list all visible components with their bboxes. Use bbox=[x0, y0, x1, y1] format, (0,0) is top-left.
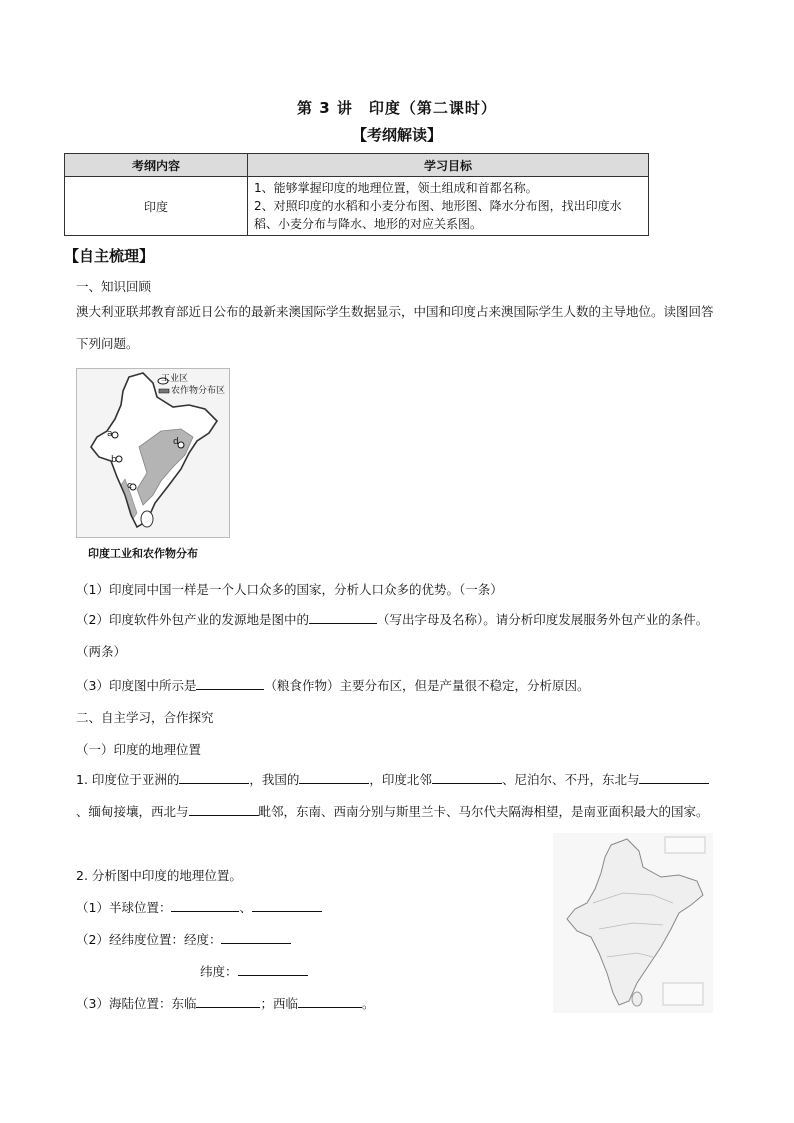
hemisphere-line bbox=[76, 898, 322, 916]
latitude-line bbox=[200, 962, 308, 980]
answer-blank[interactable] bbox=[309, 610, 377, 624]
text: ，印度北邻 bbox=[369, 772, 432, 787]
question-2-text: （2）印度软件外包产业的发源地是图中的 bbox=[76, 612, 309, 627]
india-detailed-map-icon bbox=[553, 833, 713, 1013]
text: （3）海陆位置：东临 bbox=[76, 996, 197, 1011]
text: （1）半球位置： bbox=[76, 900, 172, 915]
text: 纬度： bbox=[200, 964, 238, 979]
question-2-text-cont: （写出字母及名称）。请分析印度发展服务外包产业的条件。（两条） bbox=[76, 612, 709, 659]
question-3 bbox=[76, 676, 589, 694]
sea-land-line bbox=[76, 994, 375, 1012]
text: ，我国的 bbox=[249, 772, 300, 787]
page-title: 第 3 讲 印度（第二课时） bbox=[297, 99, 497, 117]
text: 毗邻，东南、西南分别与斯里兰卡、马尔代夫隔海相望，是南亚面积最大的国家。 bbox=[258, 804, 709, 819]
legend-crop: 农作物分布区 bbox=[171, 386, 226, 396]
text: 、缅甸接壤，西北与 bbox=[76, 804, 189, 819]
table-row bbox=[65, 177, 649, 236]
map-label-d: d bbox=[173, 437, 179, 447]
map-label-b: b bbox=[111, 455, 117, 465]
map-label-c: c bbox=[127, 481, 132, 491]
subsection-heading: （一）印度的地理位置 bbox=[76, 742, 202, 757]
india-location-map bbox=[553, 833, 713, 1013]
india-industry-crop-map bbox=[76, 368, 230, 538]
answer-blank[interactable] bbox=[252, 898, 322, 912]
question-3-text: （3）印度图中所示是 bbox=[76, 678, 197, 693]
table-cell-goals bbox=[248, 177, 649, 236]
section-subtitle: 【考纲解读】 bbox=[351, 126, 442, 144]
outline-table bbox=[64, 153, 649, 236]
section-heading: 【自主梳理】 bbox=[64, 247, 155, 265]
part-heading: 二、自主学习，合作探究 bbox=[76, 710, 214, 725]
map-label-a: a bbox=[107, 429, 113, 439]
answer-blank[interactable] bbox=[196, 676, 264, 690]
question-1: （1）印度同中国一样是一个人口众多的国家，分析人口众多的优势。（一条） bbox=[76, 582, 503, 597]
text: 、尼泊尔、不丹，东北与 bbox=[501, 772, 640, 787]
table-header: 学习目标 bbox=[248, 154, 649, 177]
location-paragraph bbox=[76, 764, 716, 828]
answer-blank[interactable] bbox=[298, 994, 362, 1008]
text: 。 bbox=[361, 996, 375, 1011]
answer-blank[interactable] bbox=[432, 770, 502, 784]
table-cell-topic: 印度 bbox=[65, 177, 248, 236]
map-caption: 印度工业和农作物分布 bbox=[88, 547, 198, 560]
goal-item: 1、能够掌握印度的地理位置，领土组成和首都名称。 bbox=[254, 181, 538, 195]
answer-blank[interactable] bbox=[196, 994, 260, 1008]
question-3-text-cont: （粮食作物）主要分布区，但是产量很不稳定，分析原因。 bbox=[264, 678, 590, 693]
table-header: 考纲内容 bbox=[65, 154, 248, 177]
question-2 bbox=[76, 604, 716, 668]
table-header-row bbox=[65, 154, 649, 177]
answer-blank[interactable] bbox=[238, 962, 308, 976]
intro-paragraph: 澳大利亚联邦教育部近日公布的最新来澳国际学生数据显示，中国和印度占来澳国际学生人数的主导地位。读图回答下列问题。 bbox=[76, 304, 714, 351]
answer-blank[interactable] bbox=[189, 802, 259, 816]
answer-blank[interactable] bbox=[171, 898, 239, 912]
answer-blank[interactable] bbox=[221, 930, 291, 944]
text: 、 bbox=[239, 900, 252, 915]
part-heading: 一、知识回顾 bbox=[76, 279, 152, 294]
text: ；西临 bbox=[260, 996, 298, 1011]
text: 1. 印度位于亚洲的 bbox=[76, 772, 180, 787]
longitude-line bbox=[76, 930, 291, 948]
question-2-heading: 2. 分析图中印度的地理位置。 bbox=[76, 868, 242, 883]
answer-blank[interactable] bbox=[179, 770, 249, 784]
text: （2）经纬度位置：经度： bbox=[76, 932, 222, 947]
legend-industry: 工业区 bbox=[161, 374, 189, 384]
goal-item: 2、对照印度的水稻和小麦分布图、地形图、降水分布图，找出印度水稻、小麦分布与降水、地形的对应关系图。 bbox=[254, 199, 622, 231]
answer-blank[interactable] bbox=[299, 770, 369, 784]
answer-blank[interactable] bbox=[639, 770, 709, 784]
